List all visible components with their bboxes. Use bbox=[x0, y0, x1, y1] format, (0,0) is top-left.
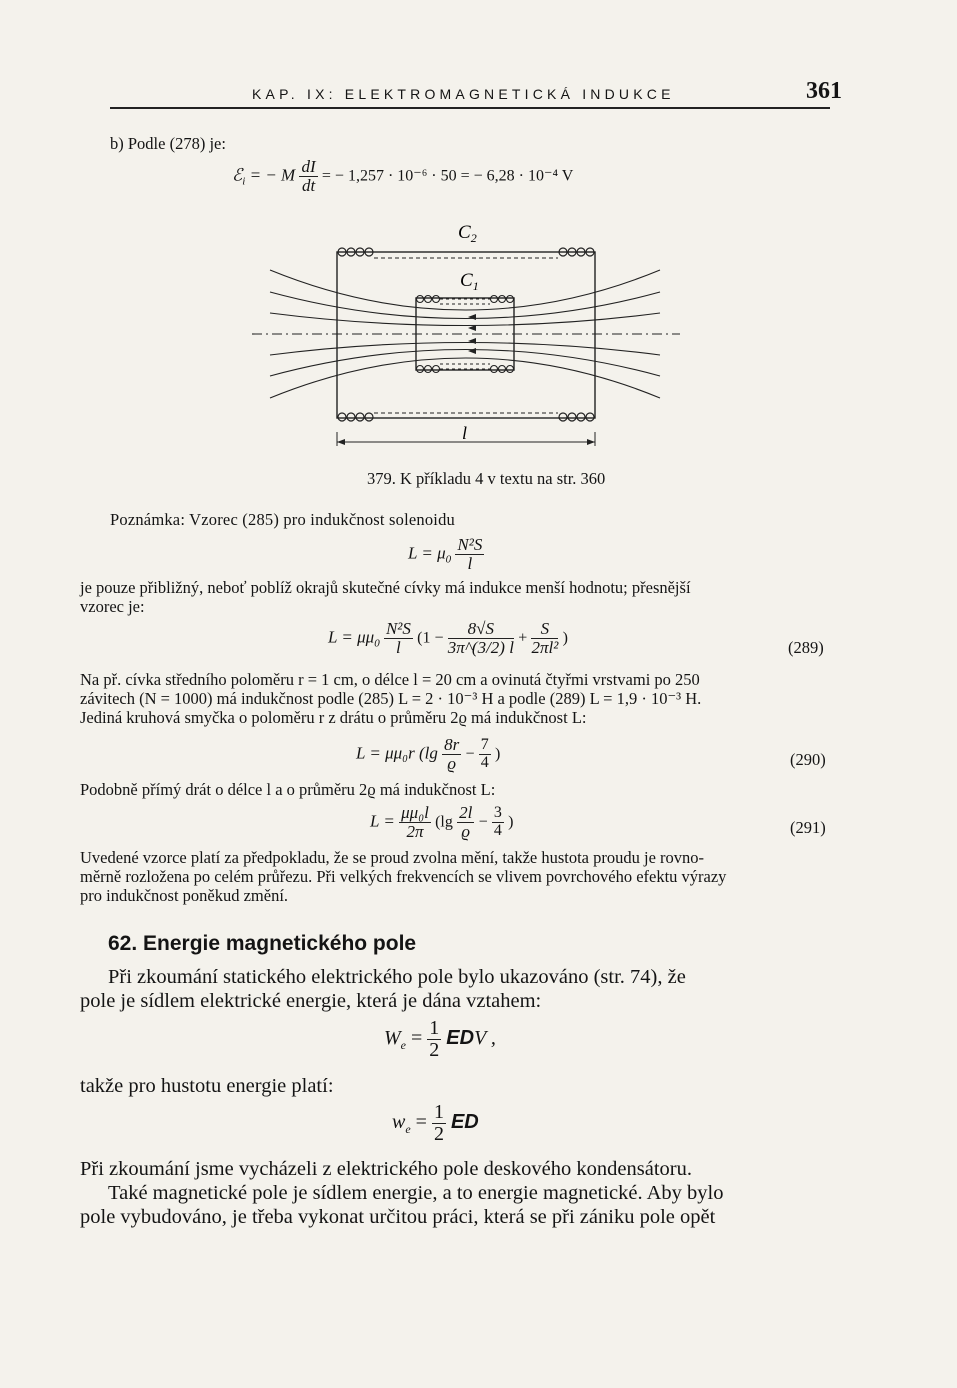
header-rule bbox=[110, 107, 830, 109]
emf-symbol: ℰ bbox=[232, 165, 243, 185]
eq289-n2: 8√S bbox=[448, 620, 514, 639]
eq291-close: ) bbox=[508, 813, 514, 831]
closing-line3: pro indukčnost poněkud změní. bbox=[80, 886, 289, 905]
eq290-den2: 4 bbox=[480, 753, 489, 771]
eq290-close: ) bbox=[495, 745, 501, 763]
eq289-number: (289) bbox=[788, 638, 824, 657]
eq289-n1: N²S bbox=[385, 619, 411, 638]
emf-rest: = − 1,257 · 10⁻⁶ · 50 = − 6,28 · 10⁻⁴ V bbox=[321, 167, 574, 185]
eq291-den2: 4 bbox=[493, 821, 502, 839]
eq290-mid: − bbox=[465, 745, 475, 763]
eq285-sub: 0 bbox=[445, 553, 452, 566]
emf-num: dI bbox=[301, 157, 316, 176]
eq-289 bbox=[328, 620, 568, 657]
eq291-den0: 2π bbox=[406, 821, 424, 841]
eq290-number: (290) bbox=[790, 750, 826, 769]
wd-sub: e bbox=[405, 1122, 411, 1137]
example-line2: závitech (N = 1000) má indukčnost podle (285) L = 2 · 10⁻³ H a podle (289) L = 1,9 · 10⁻³ H. bbox=[80, 689, 702, 708]
outer-windings-bottom bbox=[338, 413, 594, 421]
eq291-num0: μμ₀l bbox=[401, 803, 429, 822]
section-heading: 62. Energie magnetického pole bbox=[108, 932, 417, 955]
eq289-lhs: L = μμ bbox=[328, 627, 375, 647]
example-line3: Jediná kruhová smyčka o poloměru r z drátu o průměru 2ϱ má indukčnost L: bbox=[80, 708, 587, 727]
eq289-n3: S bbox=[531, 620, 558, 639]
wd-rhs-bold: ED bbox=[450, 1111, 479, 1134]
note-line2: je pouze přibližný, neboť poblíž okrajů skutečné cívky má indukce menší hodnotu; přesnější bbox=[80, 578, 691, 597]
page-number: 361 bbox=[806, 78, 842, 104]
eq-we bbox=[384, 1018, 496, 1061]
solenoid-figure bbox=[230, 210, 710, 460]
eq289-d3: 2πl² bbox=[531, 637, 559, 657]
section-p1-line1: Při zkoumání statického elektrického pole bylo ukazováno (str. 74), že bbox=[108, 966, 686, 988]
eq290-den: ϱ bbox=[447, 753, 456, 773]
we-sub: e bbox=[400, 1038, 406, 1053]
label-c2: $C_2$ bbox=[458, 222, 477, 245]
running-header: KAP. IX: ELEKTROMAGNETICKÁ INDUKCE bbox=[252, 86, 675, 102]
wd-den: 2 bbox=[433, 1123, 444, 1145]
wire-line: Podobně přímý drát o délce l a o průměru 2ϱ má indukčnost L: bbox=[80, 780, 496, 799]
eq-290 bbox=[356, 736, 500, 773]
eq289-d1: l bbox=[396, 637, 401, 657]
note-line1 bbox=[110, 510, 455, 530]
emf-equation bbox=[232, 158, 573, 195]
eq-291 bbox=[370, 804, 513, 841]
we-eq: = bbox=[406, 1027, 423, 1050]
part-b-intro: b) Podle (278) je: bbox=[110, 134, 226, 153]
eq-285 bbox=[408, 536, 484, 573]
example-line1: Na př. cívka středního poloměru r = 1 cm, o délce l = 20 cm a ovinutá čtyřmi vrstvami po 250 bbox=[80, 670, 700, 689]
eq291-mid: − bbox=[478, 813, 488, 831]
eq291-lhs: L = bbox=[370, 811, 395, 831]
eq289-close: ) bbox=[562, 629, 568, 647]
closing-line1: Uvedené vzorce platí za předpokladu, že se proud zvolna mění, takže hustota proudu je rovno- bbox=[80, 848, 705, 867]
eq291-den: ϱ bbox=[461, 821, 471, 841]
note-line1-text: Poznámka: Vzorec (285) pro indukčnost solenoidu bbox=[110, 510, 455, 529]
eq291-num: 2l bbox=[459, 803, 473, 822]
eq289-d2: 3π^(3/2) l bbox=[447, 637, 514, 657]
eq290-num2: 7 bbox=[480, 736, 489, 754]
we-rhs-bold: ED bbox=[446, 1027, 475, 1050]
section-p3-line3: pole vybudováno, je třeba vykonat určitou práci, která se při zániku pole opět bbox=[80, 1206, 716, 1228]
eq291-number: (291) bbox=[790, 818, 826, 837]
wd-num: 1 bbox=[433, 1101, 444, 1123]
note-line3: vzorec je: bbox=[80, 597, 145, 616]
eq-wd bbox=[392, 1102, 479, 1145]
we-num: 1 bbox=[429, 1017, 440, 1039]
we-lhs: W bbox=[384, 1027, 401, 1050]
eq289-open: (1 − bbox=[417, 629, 444, 647]
section-p3-line1: Při zkoumání jsme vycházeli z elektrického pole deskového kondensátoru. bbox=[80, 1158, 692, 1180]
emf-subscript: i bbox=[242, 175, 246, 188]
section-p2: takže pro hustotu energie platí: bbox=[80, 1075, 334, 1097]
section-p3-line2: Také magnetické pole je sídlem energie, a to energie magnetické. Aby bylo bbox=[108, 1182, 724, 1204]
we-den: 2 bbox=[429, 1039, 440, 1061]
figure-caption: 379. K příkladu 4 v textu na str. 360 bbox=[367, 469, 606, 488]
closing-line2: měrně rozložena po celém průřezu. Při velkých frekvencích se vlivem povrchového efektu výrazy bbox=[80, 867, 727, 886]
label-length: l bbox=[462, 423, 468, 443]
emf-den: dt bbox=[301, 175, 316, 195]
eq291-num2: 3 bbox=[493, 804, 502, 822]
eq289-sub: 0 bbox=[374, 637, 380, 650]
we-rhs: V , bbox=[474, 1027, 496, 1050]
eq290-num: 8r bbox=[444, 735, 460, 754]
eq289-plus: + bbox=[518, 629, 528, 647]
emf-eq1: = − M bbox=[245, 165, 296, 185]
wd-eq: = bbox=[410, 1111, 427, 1134]
eq291-open: (lg bbox=[435, 813, 453, 831]
eq285-lhs: L = μ bbox=[408, 543, 446, 563]
label-c1: $C_1$ bbox=[460, 270, 479, 293]
eq285-den: l bbox=[467, 553, 473, 573]
section-p1-line2: pole je sídlem elektrické energie, která je dána vztahem: bbox=[80, 990, 542, 1012]
eq285-num: N²S bbox=[457, 535, 483, 554]
eq290-lhs: L = μμ₀r (lg bbox=[356, 743, 438, 763]
wd-lhs: w bbox=[392, 1111, 406, 1134]
